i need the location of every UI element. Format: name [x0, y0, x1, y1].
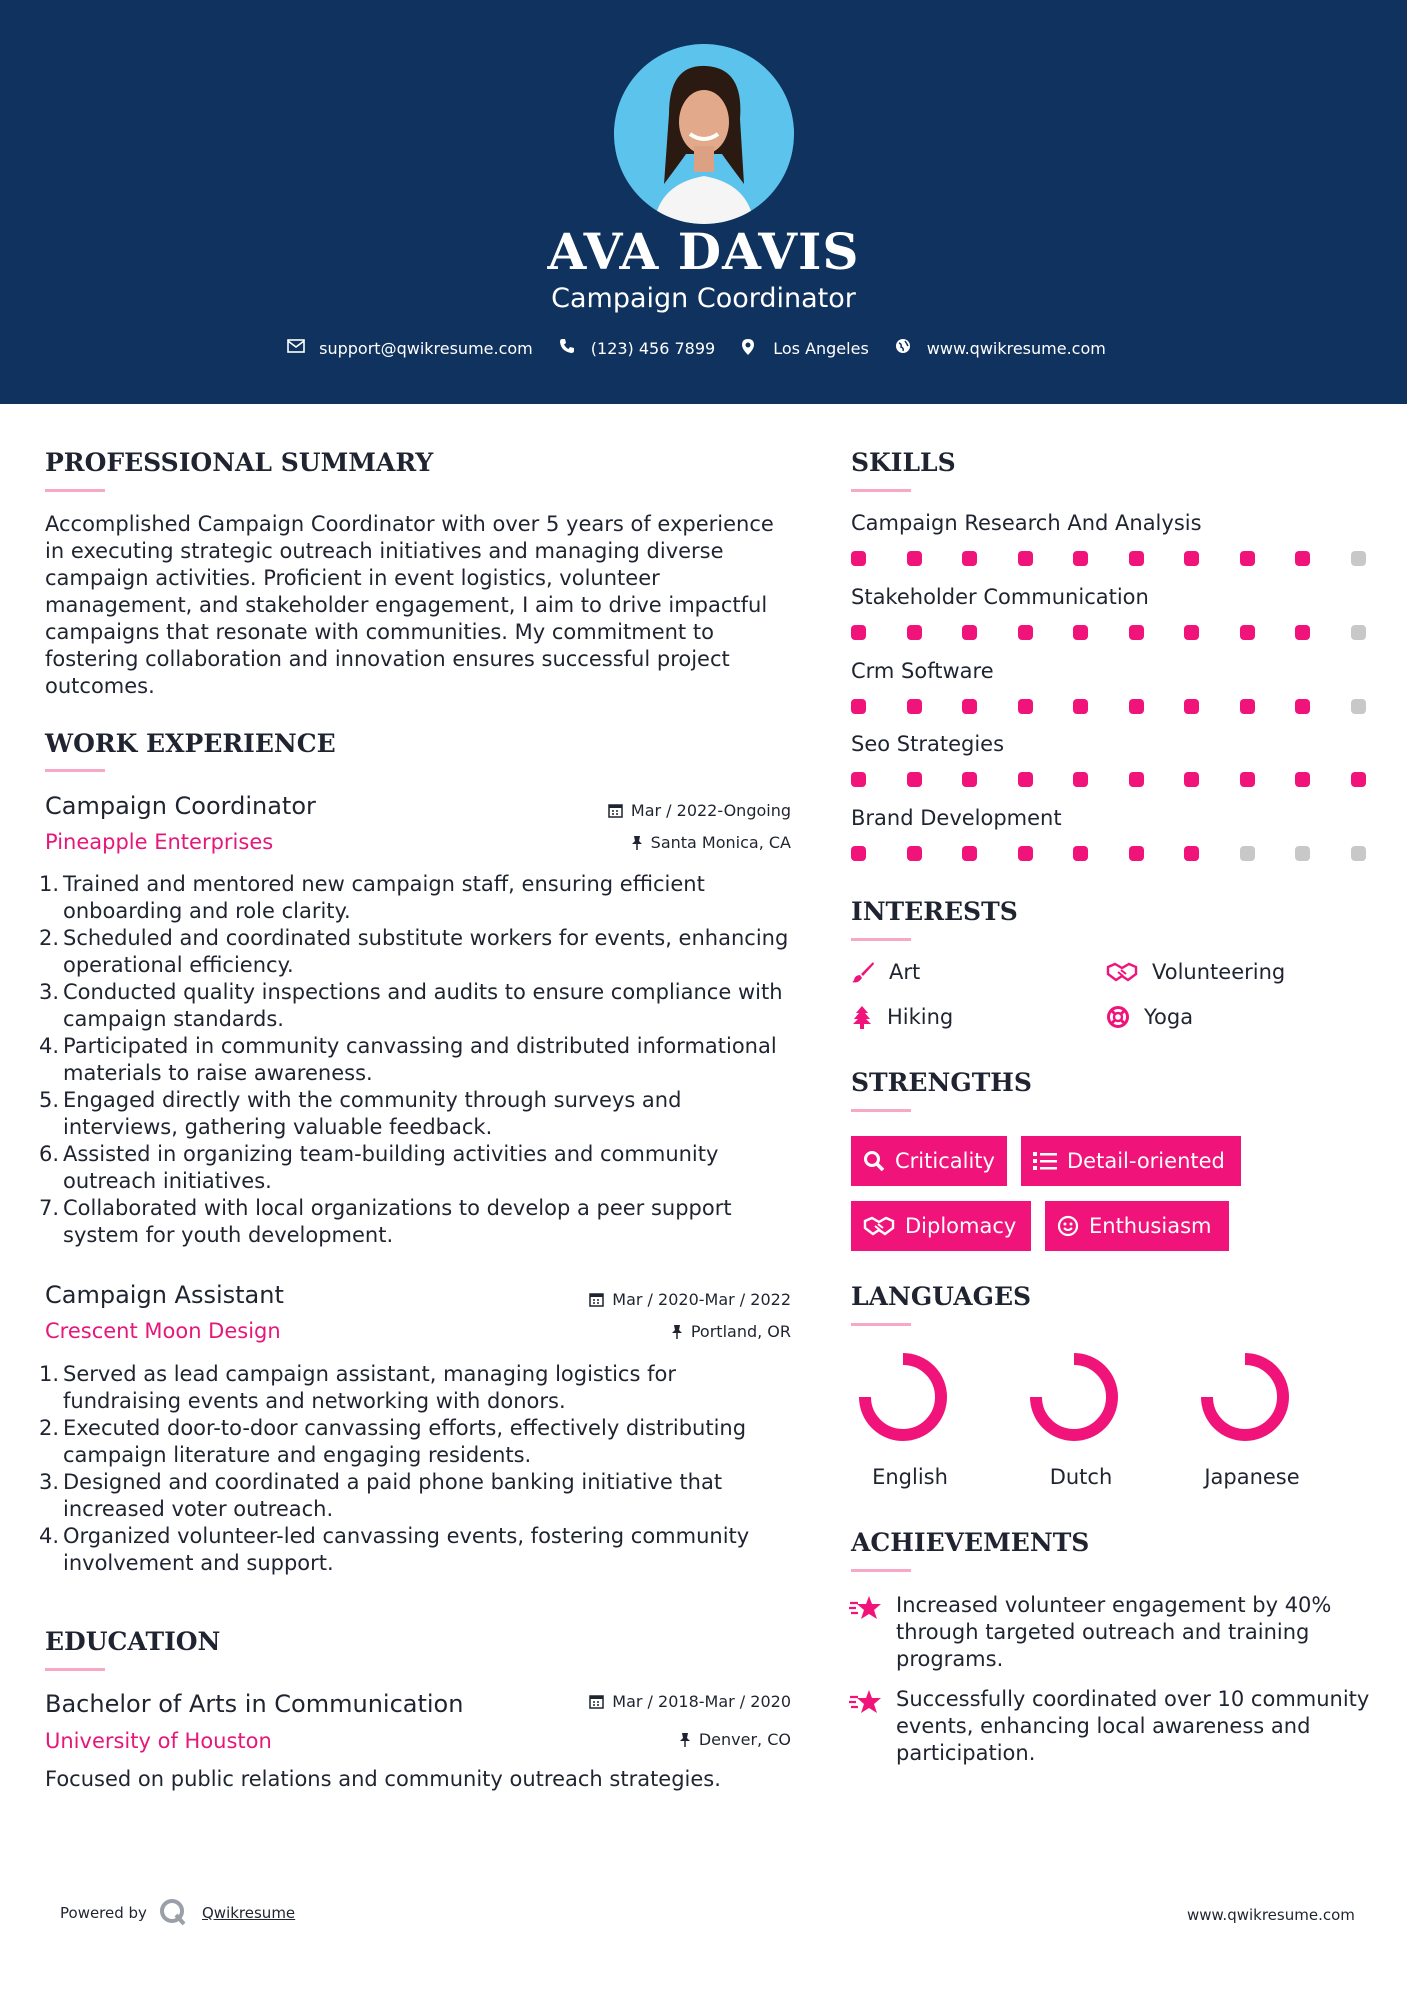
- candidate-name: AVA DAVIS: [547, 222, 860, 281]
- skill-level-dot: [1129, 699, 1144, 714]
- skill-name: Brand Development: [851, 806, 1062, 830]
- strength-chip: [1045, 1201, 1229, 1251]
- summary-underline: [45, 489, 105, 492]
- paintbrush-icon: [851, 960, 875, 984]
- pushpin-icon: [631, 835, 643, 850]
- skill-level-dot: [962, 846, 977, 861]
- strengths-underline: [851, 1109, 911, 1112]
- search-icon: [863, 1150, 885, 1172]
- skill-level-dot: [907, 846, 922, 861]
- skill-level-dot: [1073, 625, 1088, 640]
- skill-level-dot: [962, 772, 977, 787]
- skill-level-dot: [1073, 846, 1088, 861]
- skill-level-dot: [1351, 772, 1366, 787]
- strength-label: Criticality: [895, 1149, 995, 1173]
- pushpin-icon: [671, 1324, 683, 1339]
- interests-heading: INTERESTS: [851, 897, 1018, 926]
- job-location-text: Portland, OR: [690, 1322, 791, 1341]
- skill-name: Stakeholder Communication: [851, 585, 1149, 609]
- skill-level-dot: [907, 699, 922, 714]
- calendar-icon: [608, 803, 623, 818]
- education-date-text: Mar / 2018-Mar / 2020: [612, 1692, 791, 1711]
- job-date: [480, 801, 791, 820]
- skill-level-dot: [1129, 772, 1144, 787]
- achievement-line: programs.: [896, 1647, 1004, 1671]
- strength-label: Enthusiasm: [1089, 1214, 1212, 1238]
- language-proficiency-ring: [1036, 1359, 1112, 1435]
- interest-item: [851, 960, 920, 984]
- job-bullets: [39, 871, 795, 1249]
- language-label: Japanese: [1204, 1465, 1300, 1489]
- skill-level-dot: [1018, 699, 1033, 714]
- summary-line: in executing strategic outreach initiatives and managing diverse: [45, 539, 724, 563]
- skill-level-dot: [907, 625, 922, 640]
- calendar-icon: [589, 1694, 604, 1709]
- achievements-heading: ACHIEVEMENTS: [851, 1528, 1090, 1557]
- achievement-item: [896, 1592, 1376, 1673]
- candidate-role: Campaign Coordinator: [551, 283, 856, 314]
- achievements-underline: [851, 1569, 911, 1572]
- skill-level-dot: [907, 551, 922, 566]
- skill-level-dot: [1240, 625, 1255, 640]
- languages-heading: LANGUAGES: [851, 1282, 1032, 1311]
- job-bullet: 7. Collaborated with local organizations to develop a peer support system for youth development.: [39, 1196, 732, 1247]
- job-bullet: 3. Designed and coordinated a paid phone banking initiative that increased voter outreach.: [39, 1470, 723, 1521]
- interest-label: Yoga: [1144, 1005, 1194, 1029]
- summary-line: campaigns that resonate with communities. My commitment to: [45, 620, 714, 644]
- skill-level-dot: [1184, 699, 1199, 714]
- school-name: University of Houston: [45, 1729, 272, 1753]
- skill-level-dot: [1240, 551, 1255, 566]
- strength-label: Diplomacy: [905, 1214, 1017, 1238]
- skill-level-dot: [1018, 846, 1033, 861]
- job-location: [480, 833, 791, 852]
- strength-chip: [851, 1201, 1031, 1251]
- interest-label: Volunteering: [1152, 960, 1286, 984]
- job-date-text: Mar / 2020-Mar / 2022: [612, 1290, 791, 1309]
- job-bullet: 3. Conducted quality inspections and audits to ensure compliance with campaign standards.: [39, 980, 783, 1031]
- skill-level-dot: [1240, 846, 1255, 861]
- skill-level-dot: [1351, 551, 1366, 566]
- summary-line: fostering collaboration and innovation ensures successful project: [45, 647, 730, 671]
- skill-name: Seo Strategies: [851, 732, 1005, 756]
- summary-text: [45, 511, 785, 700]
- strengths-heading: STRENGTHS: [851, 1068, 1032, 1097]
- skill-level-dot: [1240, 699, 1255, 714]
- skill-level-dot: [1295, 772, 1310, 787]
- skill-level-dot: [1184, 846, 1199, 861]
- skill-level-dot: [1351, 625, 1366, 640]
- achievement-line: participation.: [896, 1741, 1036, 1765]
- skill-level-dot: [1129, 625, 1144, 640]
- skill-level-dot: [851, 772, 866, 787]
- education-date: [480, 1692, 791, 1711]
- skill-level-dot: [1351, 846, 1366, 861]
- globe-icon: [895, 338, 915, 358]
- job-bullet: 1. Trained and mentored new campaign staff, ensuring efficient onboarding and role clarity.: [39, 872, 705, 923]
- job-bullet: 2. Scheduled and coordinated substitute workers for events, enhancing operational efficiency.: [39, 926, 789, 977]
- language-label: English: [872, 1465, 948, 1489]
- footer-website[interactable]: www.qwikresume.com: [1187, 1906, 1355, 1924]
- language-rings: [851, 1345, 1291, 1455]
- summary-heading: PROFESSIONAL SUMMARY: [45, 448, 434, 477]
- job-title: Campaign Assistant: [45, 1281, 284, 1309]
- job-company: Pineapple Enterprises: [45, 830, 274, 854]
- skill-level-dot: [1295, 699, 1310, 714]
- resume-header: [0, 0, 1407, 404]
- brand-link[interactable]: Qwikresume: [202, 1904, 296, 1922]
- skill-level-dot: [1351, 699, 1366, 714]
- handshake-icon: [863, 1215, 895, 1237]
- skills-heading: SKILLS: [851, 448, 956, 477]
- achievement-line: Increased volunteer engagement by 40%: [896, 1593, 1332, 1617]
- strength-chip: [1021, 1136, 1241, 1186]
- education-heading: EDUCATION: [45, 1627, 221, 1656]
- skill-level-dot: [851, 551, 866, 566]
- calendar-icon: [589, 1292, 604, 1307]
- contact-location: Los Angeles: [773, 338, 869, 358]
- job-title: Campaign Coordinator: [45, 792, 316, 820]
- summary-line: campaign activities. Proficient in event logistics, volunteer: [45, 566, 660, 590]
- interest-item: [851, 1005, 953, 1029]
- job-bullet: 4. Organized volunteer-led canvassing events, fostering community involvement and support.: [39, 1524, 750, 1575]
- skill-level-dot: [1073, 551, 1088, 566]
- lifebuoy-icon: [1106, 1005, 1130, 1029]
- interest-item: [1106, 960, 1285, 984]
- skill-level-dot: [851, 846, 866, 861]
- skill-level-dot: [907, 772, 922, 787]
- interest-item: [1106, 1005, 1193, 1029]
- skill-level-dot: [851, 699, 866, 714]
- star-icon: [849, 1688, 883, 1716]
- skill-level-dot: [1129, 846, 1144, 861]
- skill-name: Crm Software: [851, 659, 994, 683]
- skill-level-dot: [1018, 772, 1033, 787]
- achievement-line: through targeted outreach and training: [896, 1620, 1310, 1644]
- job-bullet: 6. Assisted in organizing team-building activities and community outreach initiatives.: [39, 1142, 719, 1193]
- contact-website[interactable]: www.qwikresume.com: [926, 338, 1106, 358]
- job-company: Crescent Moon Design: [45, 1319, 281, 1343]
- skill-level-dot: [1018, 551, 1033, 566]
- job-bullet: 5. Engaged directly with the community through surveys and interviews, gathering valuable feedback.: [39, 1088, 682, 1139]
- interest-label: Hiking: [887, 1005, 954, 1029]
- summary-line: management, and stakeholder engagement, I aim to drive impactful: [45, 593, 768, 617]
- languages-underline: [851, 1323, 911, 1326]
- education-description: Focused on public relations and community outreach strategies.: [45, 1767, 721, 1791]
- powered-by-label: Powered by: [60, 1904, 147, 1922]
- list-icon: [1033, 1151, 1057, 1171]
- skill-level-dot: [1295, 625, 1310, 640]
- skill-name: Campaign Research And Analysis: [851, 511, 1202, 535]
- degree-title: Bachelor of Arts in Communication: [45, 1690, 464, 1718]
- education-location: [480, 1730, 791, 1749]
- skill-level-dot: [1295, 551, 1310, 566]
- interest-label: Art: [889, 960, 921, 984]
- skill-level-dot: [1184, 625, 1199, 640]
- skill-level-dot: [1184, 551, 1199, 566]
- job-date-text: Mar / 2022-Ongoing: [630, 801, 791, 820]
- tree-icon: [851, 1005, 873, 1029]
- job-location: [480, 1322, 791, 1341]
- experience-heading: WORK EXPERIENCE: [45, 729, 336, 758]
- strength-label: Detail-oriented: [1067, 1149, 1225, 1173]
- skills-underline: [851, 489, 911, 492]
- contact-phone[interactable]: (123) 456 7899: [590, 338, 716, 358]
- skill-level-dot: [1073, 772, 1088, 787]
- achievement-item: [896, 1686, 1376, 1767]
- education-location-text: Denver, CO: [698, 1730, 791, 1749]
- skill-level-dot: [962, 551, 977, 566]
- skill-level-dot: [1240, 772, 1255, 787]
- skill-level-dot: [851, 625, 866, 640]
- skill-level-dot: [962, 699, 977, 714]
- skill-level-dot: [1018, 625, 1033, 640]
- smile-icon: [1057, 1215, 1079, 1237]
- avatar: [614, 44, 794, 224]
- job-date: [480, 1290, 791, 1309]
- skill-level-dot: [1073, 699, 1088, 714]
- phone-icon: [559, 338, 579, 358]
- contact-bar: [0, 338, 1407, 358]
- skill-level-dot: [1184, 772, 1199, 787]
- achievement-line: events, enhancing local awareness and: [896, 1714, 1311, 1738]
- language-proficiency-ring: [865, 1359, 941, 1435]
- map-pin-icon: [741, 338, 761, 358]
- language-label: Dutch: [1049, 1465, 1113, 1489]
- qwikresume-logo-icon: [158, 1897, 188, 1927]
- summary-line: outcomes.: [45, 674, 155, 698]
- skill-level-dot: [1129, 551, 1144, 566]
- strength-chip: [851, 1136, 1007, 1186]
- job-bullet: 4. Participated in community canvassing and distributed informational materials to raise awareness.: [39, 1034, 777, 1085]
- job-location-text: Santa Monica, CA: [650, 833, 791, 852]
- handshake-icon: [1106, 961, 1138, 983]
- skill-level-dot: [1295, 846, 1310, 861]
- job-bullet: 1. Served as lead campaign assistant, managing logistics for fundraising events and networking with donors.: [39, 1362, 676, 1413]
- job-bullets: [39, 1361, 795, 1577]
- contact-email[interactable]: support@qwikresume.com: [319, 338, 533, 358]
- achievement-line: Successfully coordinated over 10 community: [896, 1687, 1370, 1711]
- summary-line: Accomplished Campaign Coordinator with over 5 years of experience: [45, 512, 774, 536]
- star-icon: [849, 1594, 883, 1622]
- language-proficiency-ring: [1207, 1359, 1283, 1435]
- education-underline: [45, 1668, 105, 1671]
- skill-level-dot: [962, 625, 977, 640]
- job-bullet: 2. Executed door-to-door canvassing efforts, effectively distributing campaign literature and engaging residents.: [39, 1416, 747, 1467]
- experience-underline: [45, 769, 105, 772]
- envelope-icon: [287, 338, 307, 358]
- interests-underline: [851, 938, 911, 941]
- pushpin-icon: [679, 1732, 691, 1747]
